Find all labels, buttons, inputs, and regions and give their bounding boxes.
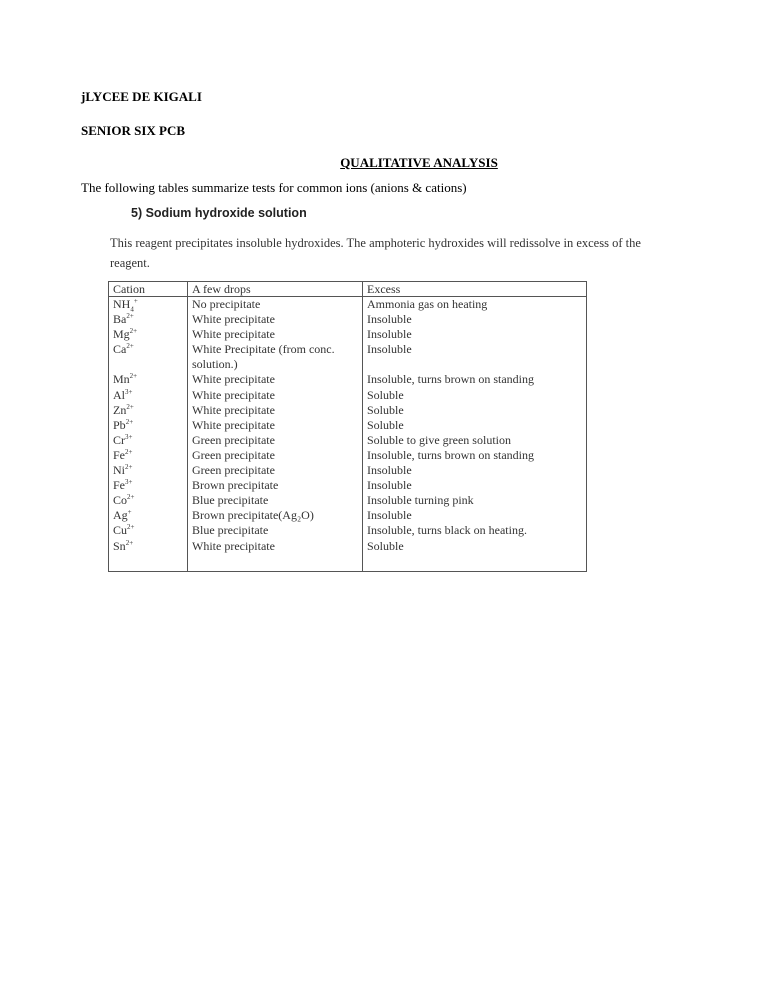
excess-cell: Insoluble, turns black on heating. xyxy=(367,523,527,538)
cation-cell: $Ca^{2+}$ xyxy=(113,342,134,357)
column-header-cation: Cation xyxy=(113,282,145,296)
cation-table xyxy=(108,281,587,572)
excess-cell: Soluble xyxy=(367,387,404,402)
excess-cell: Soluble xyxy=(367,402,404,417)
cation-cell: $Ba^{2+}$ xyxy=(113,312,134,327)
class-name: SENIOR SIX PCB xyxy=(81,123,186,138)
excess-cell: Insoluble xyxy=(367,312,412,327)
excess-column xyxy=(367,282,585,554)
few-drops-cell: Brown precipitate(Ag₂O) xyxy=(192,508,314,523)
cation-cell: $Mn^{2+}$ xyxy=(113,372,138,387)
few-drops-cell: Blue precipitate xyxy=(192,493,269,508)
few-drops-cell: White precipitate xyxy=(192,327,275,342)
few-drops-cell: Green precipitate xyxy=(192,432,275,447)
excess-cell: Insoluble, turns brown on standing xyxy=(367,372,534,387)
few-drops-cell: White precipitate xyxy=(192,538,275,553)
section-description: This reagent precipitates insoluble hydroxides. The amphoteric hydroxides will redissolve in excess of the reagent. xyxy=(110,236,641,270)
column-divider xyxy=(187,282,188,571)
cation-cell: Ag+ xyxy=(113,508,132,523)
excess-cell: Insoluble xyxy=(367,327,412,342)
excess-cell: Insoluble, turns brown on standing xyxy=(367,447,534,462)
cation-cell: $Mg^{2+}$ xyxy=(113,327,138,342)
cation-cell: $NH_4^+$ xyxy=(113,297,138,314)
column-divider xyxy=(362,282,363,571)
cation-cell: $Sn^{2+}$ xyxy=(113,538,134,553)
few-drops-cell: Green precipitate xyxy=(192,463,275,478)
few-drops-cell: White Precipitate (from conc. solution.) xyxy=(192,342,335,372)
column-header-excess: Excess xyxy=(367,282,401,296)
few-drops-cell: Green precipitate xyxy=(192,447,275,462)
excess-cell: Ammonia gas on heating xyxy=(367,297,488,311)
scanned-table-image xyxy=(105,200,675,580)
school-name: jLYCEE DE KIGALI xyxy=(81,89,202,104)
excess-cell: Insoluble xyxy=(367,463,412,478)
few-drops-cell: White precipitate xyxy=(192,372,275,387)
cation-column xyxy=(113,282,185,554)
section-title: 5) Sodium hydroxide solution xyxy=(131,206,307,220)
few-drops-cell: White precipitate xyxy=(192,312,275,327)
column-header-few-drops: A few drops xyxy=(192,282,251,296)
intro-text: The following tables summarize tests for common ions (anions & cations) xyxy=(81,180,467,195)
excess-cell: Insoluble xyxy=(367,342,412,357)
few-drops-cell: No precipitate xyxy=(192,297,261,311)
cation-cell: $Pb^{2+}$ xyxy=(113,417,134,432)
few-drops-cell: White precipitate xyxy=(192,402,275,417)
cation-cell: $Ni^{2+}$ xyxy=(113,463,133,478)
excess-cell: Insoluble xyxy=(367,508,412,523)
excess-cell: Insoluble turning pink xyxy=(367,493,474,508)
cation-cell: $Co^{2+}$ xyxy=(113,493,135,508)
page-title: QUALITATIVE ANALYSIS xyxy=(340,155,498,170)
cation-cell: $Cu^{2+}$ xyxy=(113,523,135,538)
excess-cell: Soluble xyxy=(367,538,404,553)
cation-cell: $Zn^{2+}$ xyxy=(113,402,134,417)
cation-cell: $Al^{3+}$ xyxy=(113,387,133,402)
few-drops-cell: White precipitate xyxy=(192,417,275,432)
excess-cell: Soluble xyxy=(367,417,404,432)
few-drops-cell: Brown precipitate xyxy=(192,478,279,493)
excess-cell: Soluble to give green solution xyxy=(367,432,511,447)
few-drops-column xyxy=(192,282,360,554)
cation-cell: $Fe^{2+}$ xyxy=(113,447,133,462)
few-drops-cell: Blue precipitate xyxy=(192,523,269,538)
cation-cell: $Fe^{3+}$ xyxy=(113,478,133,493)
cation-cell: $Cr^{3+}$ xyxy=(113,432,133,447)
few-drops-cell: White precipitate xyxy=(192,387,275,402)
excess-cell: Insoluble xyxy=(367,478,412,493)
